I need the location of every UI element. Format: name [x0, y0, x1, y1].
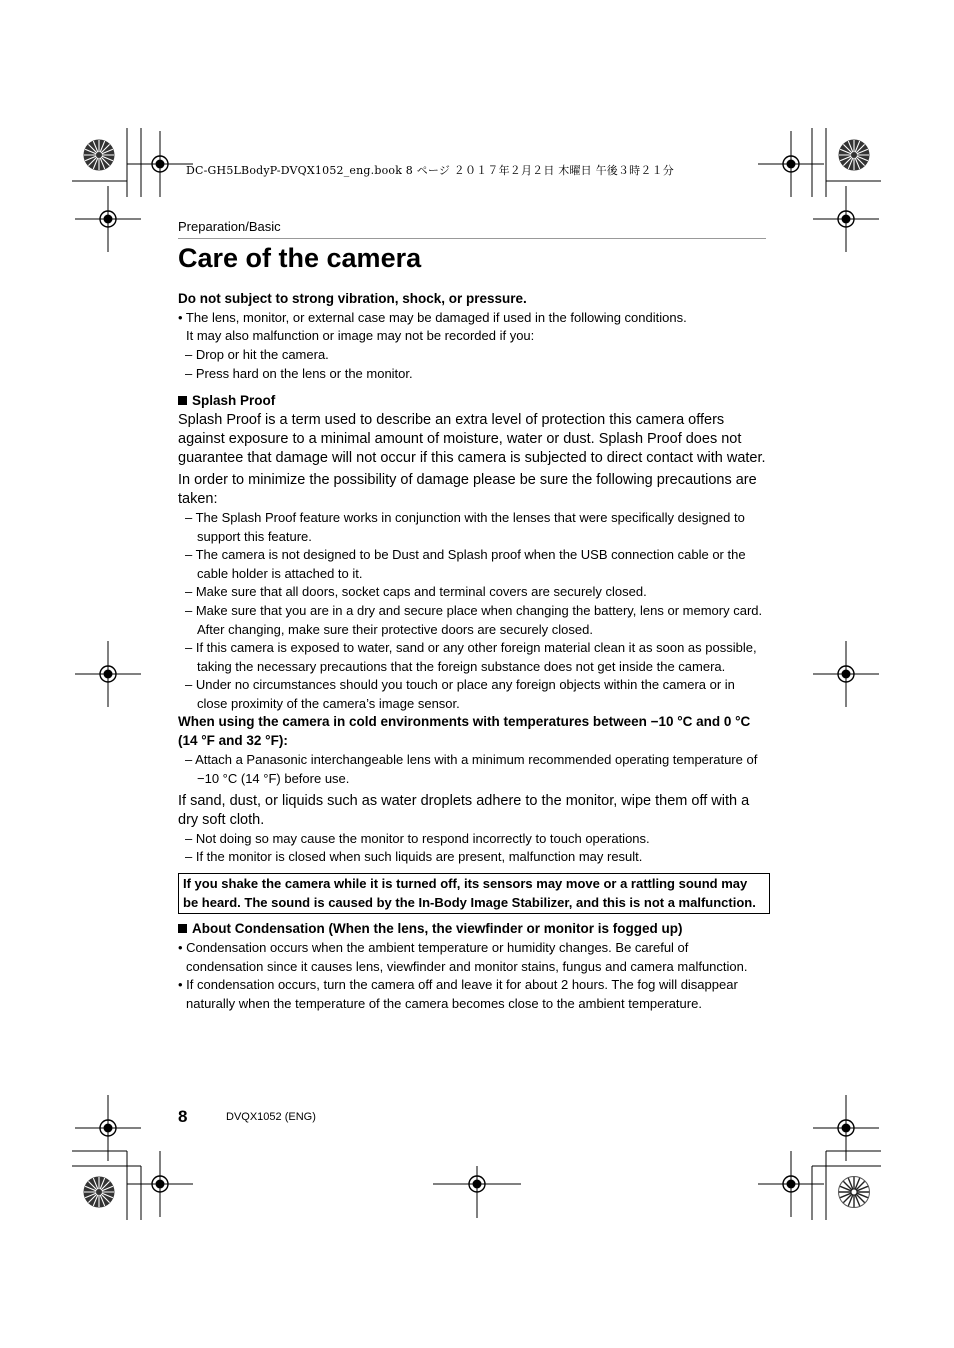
header-rule — [178, 238, 766, 239]
page-title: Care of the camera — [178, 243, 422, 273]
list-item: – The Splash Proof feature works in conjunction with the lenses that were specifically designed to support this feature. — [185, 509, 745, 544]
notice-box: If you shake the camera while it is turned off, its sensors may move or a rattling sound may be heard. The sound is caused by the In-Body Image Stabilizer, and this is not a malfunction. — [178, 873, 770, 914]
list-item: – Press hard on the lens or the monitor. — [185, 365, 413, 381]
splash-heading — [178, 392, 768, 411]
list-item: • If condensation occurs, turn the camera off and leave it for about 2 hours. The fog will disappear naturally when the temperature of the camera becomes close to the ambient temperature. — [178, 977, 738, 1011]
cold-heading: When using the camera in cold environments with temperatures between −10 °C and 0 °C (14 °F and 32 °F): — [178, 714, 751, 749]
condensation-heading-text: About Condensation (When the lens, the viewfinder or monitor is fogged up) — [192, 921, 683, 937]
list-item: – If this camera is exposed to water, sand or any other foreign material clean it as soon as possible, taking the necessary precautions that the foreign substance does not get inside the camera. — [185, 640, 757, 674]
list-item: • Condensation occurs when the ambient temperature or humidity changes. Be careful of condensation since it causes lens, viewfinder and monitor stains, fungus and camera malfunction. — [178, 940, 748, 974]
list-item: – Attach a Panasonic interchangeable lens with a minimum recommended operating temperature of −10 °C (14 °F) before use. — [185, 752, 758, 786]
condensation-heading — [178, 920, 768, 939]
vibration-bullet-cont: It may also malfunction or image may not be recorded if you: — [186, 328, 535, 344]
square-bullet-icon — [178, 924, 187, 933]
list-item: – Make sure that you are in a dry and secure place when changing the battery, lens or memory card. After changing, make sure their protective doors are securely closed. — [185, 602, 763, 637]
splash-para-1: Splash Proof is a term used to describe an extra level of protection this camera offers against exposure to a minimal amount of moisture, water or dust. Splash Proof does not guarantee that damage will not occur if this camera is subjected to direct contact with water. — [178, 411, 766, 466]
vibration-heading: Do not subject to strong vibration, shock, or pressure. — [178, 291, 527, 306]
page-number: 8 — [178, 1107, 188, 1126]
splash-heading-text: Splash Proof — [192, 393, 276, 409]
list-item: – Under no circumstances should you touch or place any foreign objects within the camera or in close proximity of the camera’s image sensor. — [185, 677, 735, 711]
list-item: – Make sure that all doors, socket caps and terminal covers are securely closed. — [185, 584, 647, 600]
print-info: DC-GH5LBodyP-DVQX1052_eng.book 8 ページ ２０１７年２月２日 木曜日 午後３時２１分 — [186, 164, 674, 177]
doc-id: DVQX1052 (ENG) — [226, 1111, 316, 1123]
monitor-para: If sand, dust, or liquids such as water droplets adhere to the monitor, wipe them off with a dry soft cloth. — [178, 793, 750, 829]
list-item: – Not doing so may cause the monitor to respond incorrectly to touch operations. — [185, 830, 650, 846]
section-label: Preparation/Basic — [178, 219, 281, 234]
list-item: – If the monitor is closed when such liquids are present, malfunction may result. — [185, 849, 643, 865]
splash-para-2: In order to minimize the possibility of damage please be sure the following precautions are taken: — [178, 472, 757, 508]
list-item: – The camera is not designed to be Dust and Splash proof when the USB connection cable or the cable holder is attached to it. — [185, 547, 746, 581]
list-item: – Drop or hit the camera. — [185, 346, 329, 362]
content — [178, 290, 768, 1013]
square-bullet-icon — [178, 396, 187, 405]
vibration-bullet: • The lens, monitor, or external case may be damaged if used in the following conditions. — [178, 309, 687, 325]
